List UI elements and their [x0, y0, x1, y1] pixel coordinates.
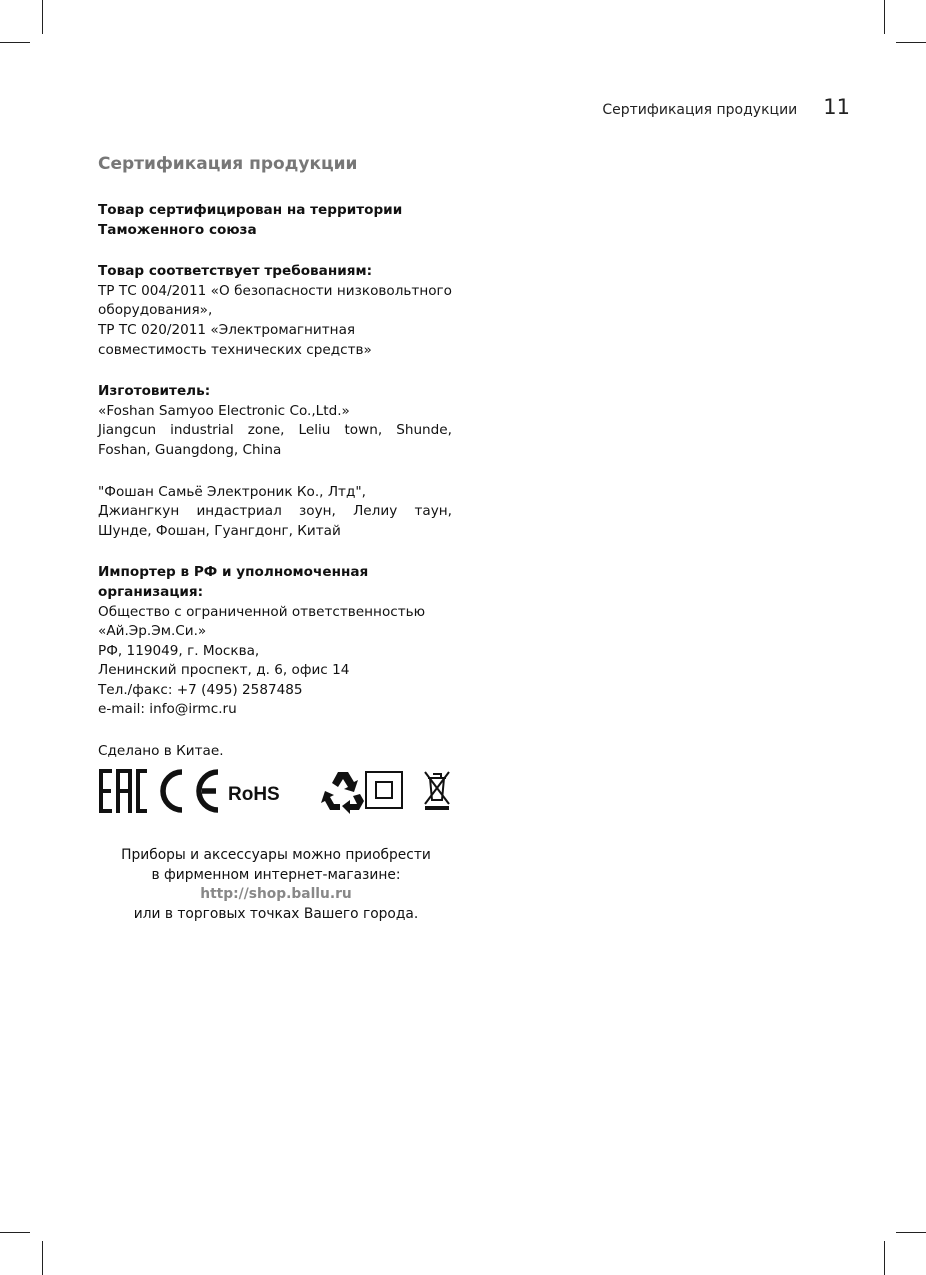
footer: [98, 846, 454, 924]
manufacturer-address-en: Jiangcun industrial zone, Leliu town, Shunde, Foshan, Guangdong, China: [98, 422, 452, 458]
importer-line: РФ, 119049, г. Москва,: [98, 642, 260, 659]
importer-line: Общество с ограниченной ответственностью: [98, 603, 426, 620]
footer-line-2: в фирменном интернет-магазине:: [151, 866, 401, 883]
footer-line-1: Приборы и аксессуары можно приобрести: [121, 847, 431, 863]
made-in: Сделано в Китае.: [98, 743, 224, 760]
requirement-item-2: ТР ТС 020/2011 «Электромагнитная совместимость технических средств»: [98, 321, 372, 358]
crop-mark-bottom-left: [42, 1241, 43, 1275]
certification-marks: [98, 768, 454, 816]
manufacturer-address-ru: Джиангкун индастриал зоун, Лелиу таун, Шунде, Фошан, Гуангдонг, Китай: [98, 503, 452, 539]
ce-icon: [163, 772, 218, 810]
manufacturer-block: [98, 382, 452, 460]
crop-mark-top-right-h: [896, 42, 926, 43]
running-header: [602, 95, 850, 119]
importer-block: [98, 563, 452, 720]
rohs-icon: RoHS: [228, 784, 280, 805]
requirement-item-1: ТР ТС 004/2011 «О безопасности низковольтного оборудования»,: [98, 282, 452, 319]
shop-link[interactable]: http://shop.ballu.ru: [200, 886, 352, 902]
certified-block: [98, 201, 452, 240]
requirements-block: [98, 262, 452, 360]
crop-mark-top-right: [884, 0, 885, 34]
manufacturer-company-ru: "Фошан Самьё Электроник Ко., Лтд",: [98, 483, 366, 500]
running-header-title: Сертификация продукции: [602, 102, 798, 118]
eac-icon: [99, 769, 147, 813]
importer-email: e-mail: info@irmc.ru: [98, 701, 237, 718]
importer-line: Тел./факс: +7 (495) 2587485: [98, 681, 303, 698]
footer-line-3: или в торговых точках Вашего города.: [133, 905, 419, 922]
certified-line-2: Таможенного союза: [98, 221, 257, 238]
page-title: Сертификация продукции: [98, 154, 358, 174]
certified-line-1: Товар сертифицирован на территории: [98, 202, 403, 218]
manufacturer-company-en: «Foshan Samyoo Electronic Co.,Ltd.»: [98, 402, 350, 419]
recycle-icon: [321, 772, 364, 814]
double-insulation-icon: [366, 772, 402, 808]
importer-label-line-1: Импортер в РФ и уполномоченная: [98, 564, 369, 581]
weee-bin-icon: [425, 772, 449, 810]
importer-label-line-2: организация:: [98, 583, 204, 600]
requirements-label: Товар соответствует требованиям:: [98, 263, 373, 280]
crop-mark-top-left: [42, 0, 43, 34]
crop-mark-bottom-right-h: [896, 1232, 926, 1233]
importer-line: Ленинский проспект, д. 6, офис 14: [98, 662, 350, 679]
page-number: 11: [823, 95, 850, 119]
crop-mark-top-left-h: [0, 42, 30, 43]
marks-svg: [98, 768, 454, 816]
crop-mark-bottom-left-h: [0, 1232, 30, 1233]
manufacturer-label: Изготовитель:: [98, 383, 211, 400]
crop-mark-bottom-right: [884, 1241, 885, 1275]
manufacturer-ru-block: [98, 483, 452, 542]
importer-line: «Ай.Эр.Эм.Си.»: [98, 623, 207, 640]
main-column: [98, 153, 452, 784]
